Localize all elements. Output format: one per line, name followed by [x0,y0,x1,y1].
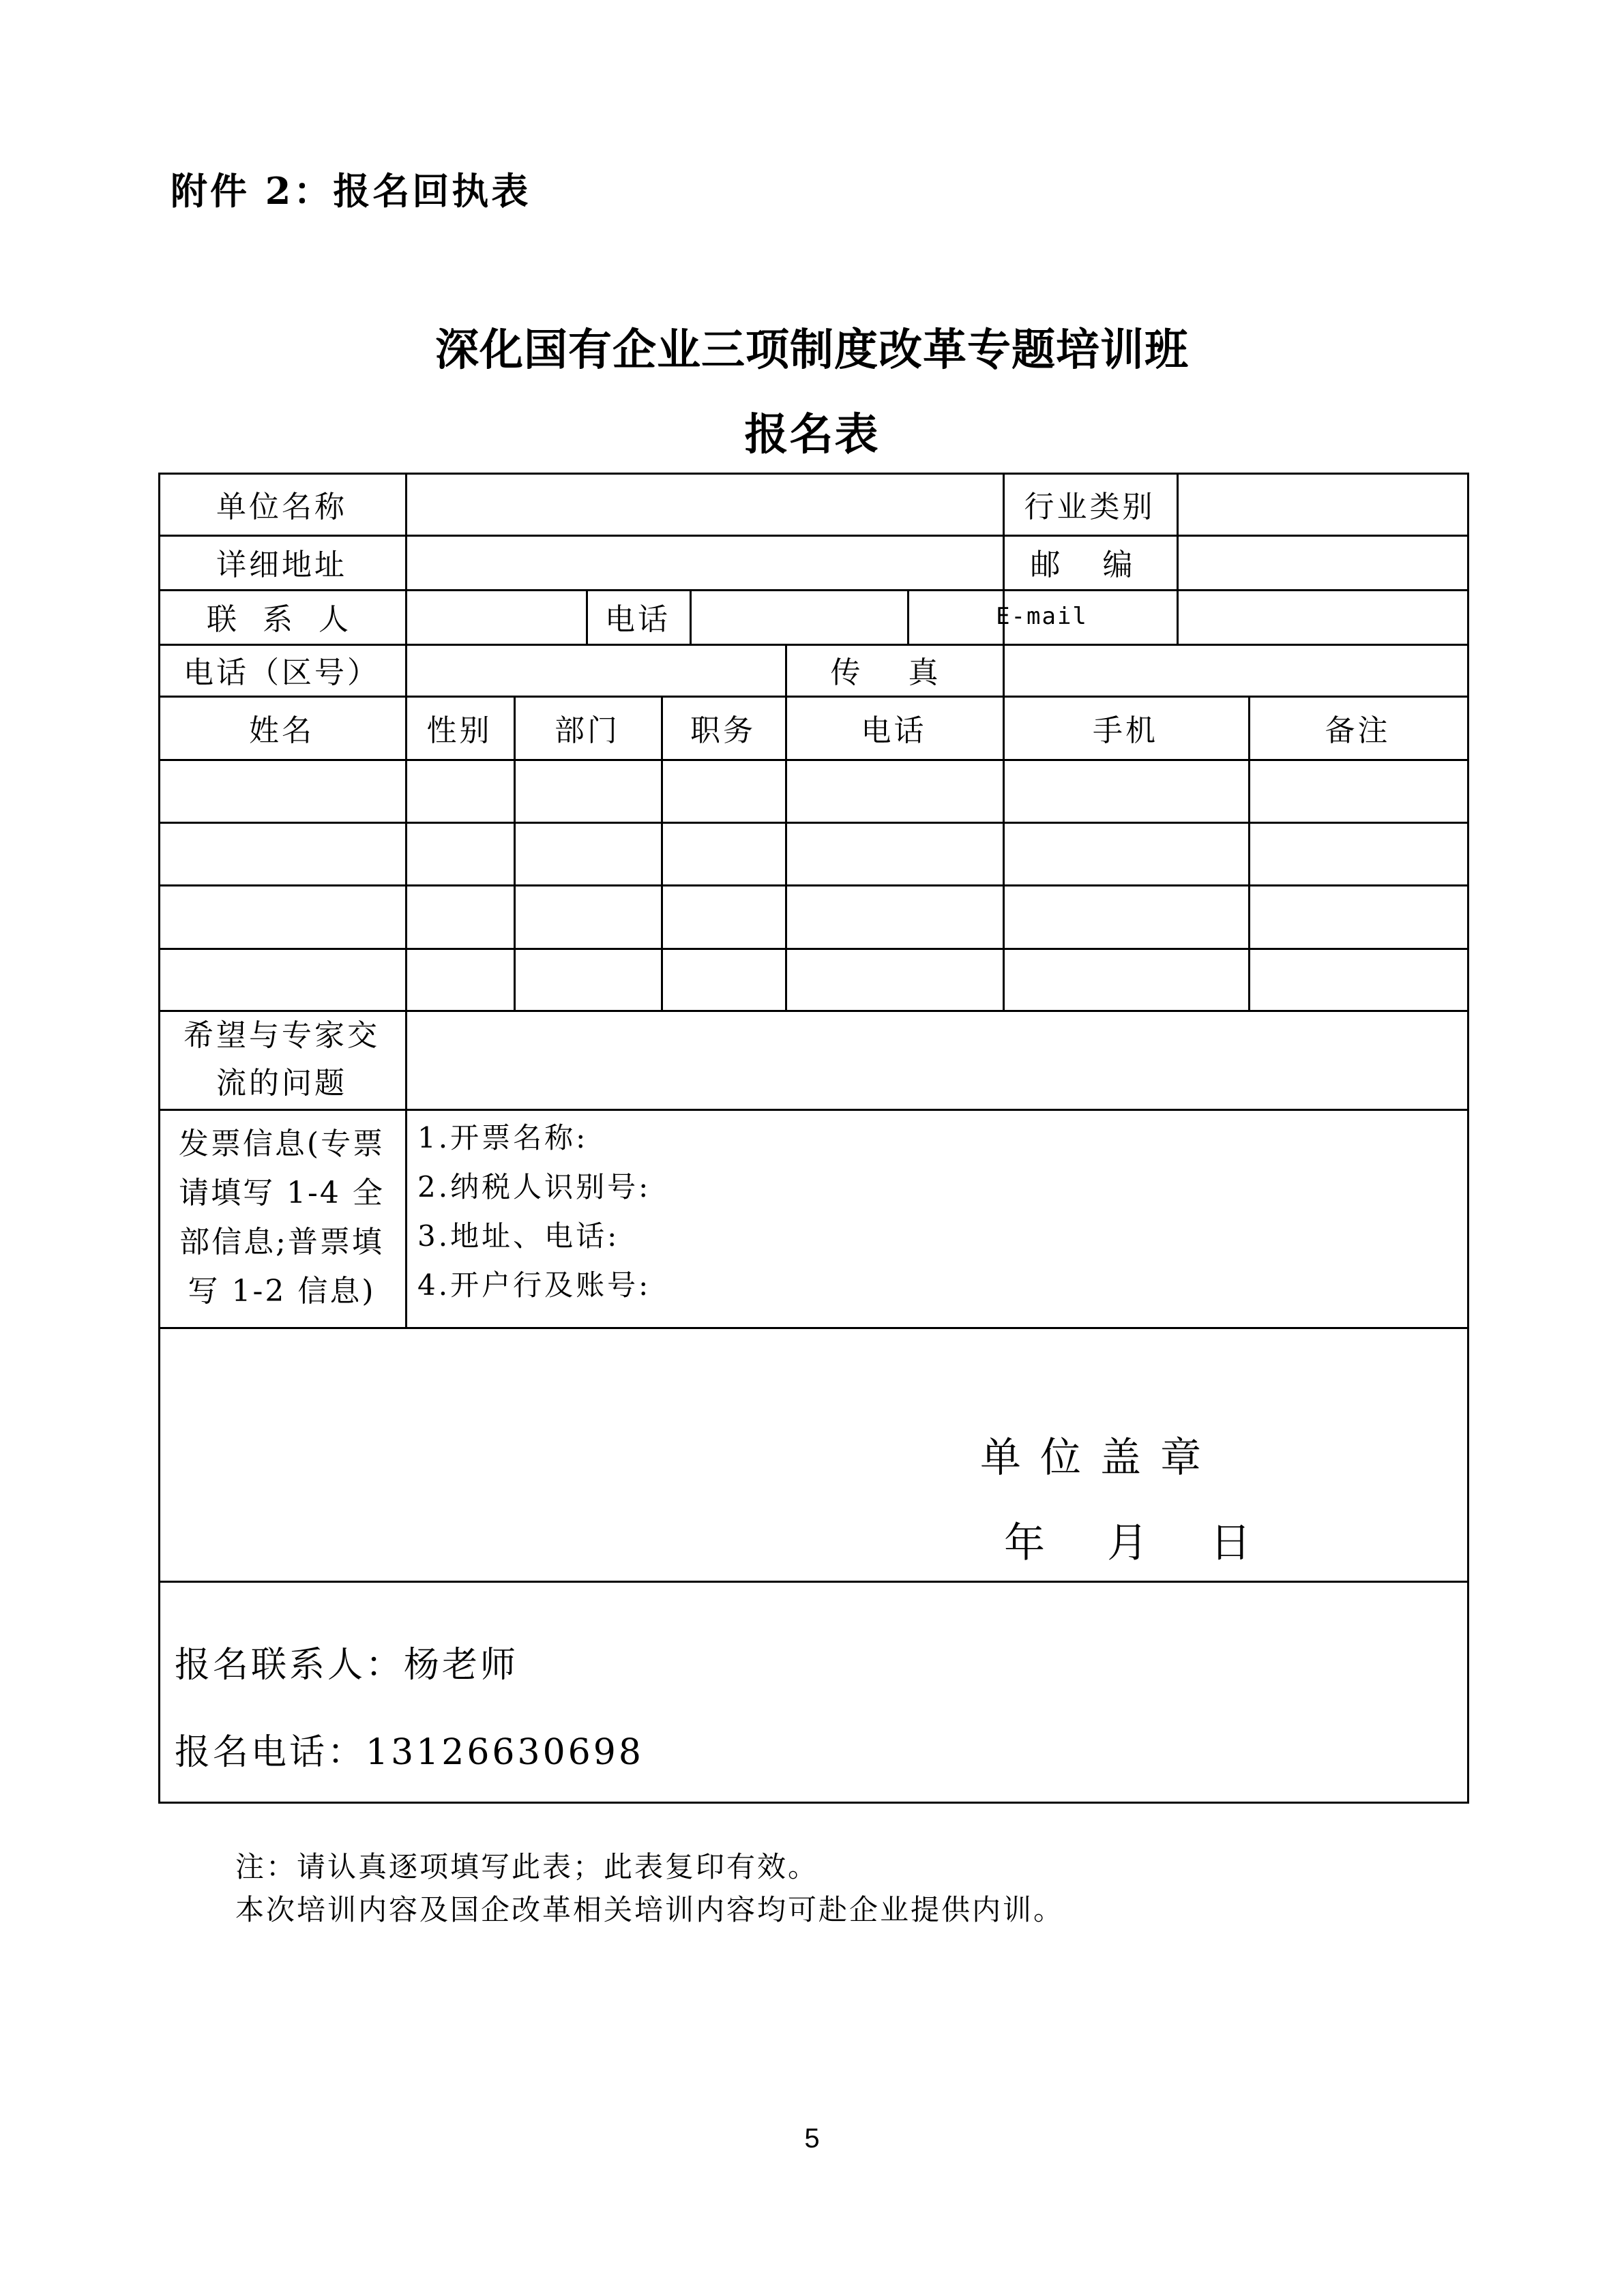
phone-field[interactable] [692,589,907,644]
col-header-mobile: 手机 [1093,713,1158,748]
fax-label: 传 真 [830,655,958,690]
registration-form [158,473,1469,1804]
table-row[interactable] [160,950,1467,1010]
postcode-field[interactable] [1179,535,1467,589]
address-field[interactable] [407,535,1003,589]
col-header-name: 姓名 [249,713,314,748]
industry-field[interactable] [1179,473,1467,535]
email-label: E-mail [996,603,1088,630]
rule [158,1581,1469,1583]
rule [158,1802,1469,1804]
col-header-remarks: 备注 [1325,713,1391,748]
col-header-department: 部门 [555,713,620,748]
registration-contact: 报名联系人：杨老师 [175,1645,519,1686]
phone-label: 电话 [605,602,670,637]
questions-label-line2: 流的问题 [216,1065,347,1101]
form-subtitle: 报名表 [744,409,880,460]
contact-label: 联 系 人 [207,602,357,637]
invoice-label-line: 请填写 1-4 全 [179,1176,385,1210]
col-header-gender: 性别 [426,713,492,748]
questions-label-line1: 希望与专家交 [183,1017,380,1053]
col-header-phone: 电话 [861,713,927,748]
contact-field[interactable] [407,589,586,644]
rule [1467,473,1469,1804]
note-line: 注：请认真逐项填写此表；此表复印有效。 [235,1850,819,1883]
invoice-label-line: 部信息;普票填 [179,1225,384,1259]
invoice-label [158,1109,405,1327]
rule [158,1327,1469,1329]
table-row[interactable] [160,886,1467,948]
questions-label [158,1010,405,1109]
form-title: 深化国有企业三项制度改革专题培训班 [435,325,1189,376]
fax-field[interactable] [1005,644,1467,696]
table-row[interactable] [160,824,1467,884]
questions-field[interactable] [407,1012,1467,1109]
invoice-item[interactable]: 1.开票名称: [417,1121,589,1154]
invoice-item[interactable]: 4.开户行及账号: [417,1268,651,1302]
email-field[interactable] [1179,589,1467,644]
phone-area-label: 电话（区号） [183,655,380,690]
invoice-label-line: 发票信息(专票 [178,1127,385,1161]
date-label: 年 月 日 [1004,1519,1276,1567]
invoice-item[interactable]: 2.纳税人识别号: [417,1170,651,1204]
phone-area-field[interactable] [407,644,785,696]
address-label: 详细地址 [216,548,347,582]
unit-name-label: 单位名称 [216,489,347,524]
registration-phone: 报名电话：13126630698 [175,1732,644,1773]
note-line: 本次培训内容及国企改革相关培训内容均可赴企业提供内训。 [235,1893,1065,1926]
industry-label: 行业类别 [1024,489,1155,524]
seal-label: 单位盖章 [980,1434,1220,1482]
invoice-items [417,1114,651,1310]
unit-name-field[interactable] [407,473,1003,535]
invoice-label-line: 写 1-2 信息) [188,1274,376,1309]
col-header-position: 职务 [690,713,756,748]
invoice-item[interactable]: 3.地址、电话: [417,1219,620,1253]
page-number: 5 [804,2123,820,2153]
attachment-label: 附件 2：报名回执表 [171,169,531,213]
table-row[interactable] [160,761,1467,822]
postcode-label: 邮 编 [1030,548,1149,582]
